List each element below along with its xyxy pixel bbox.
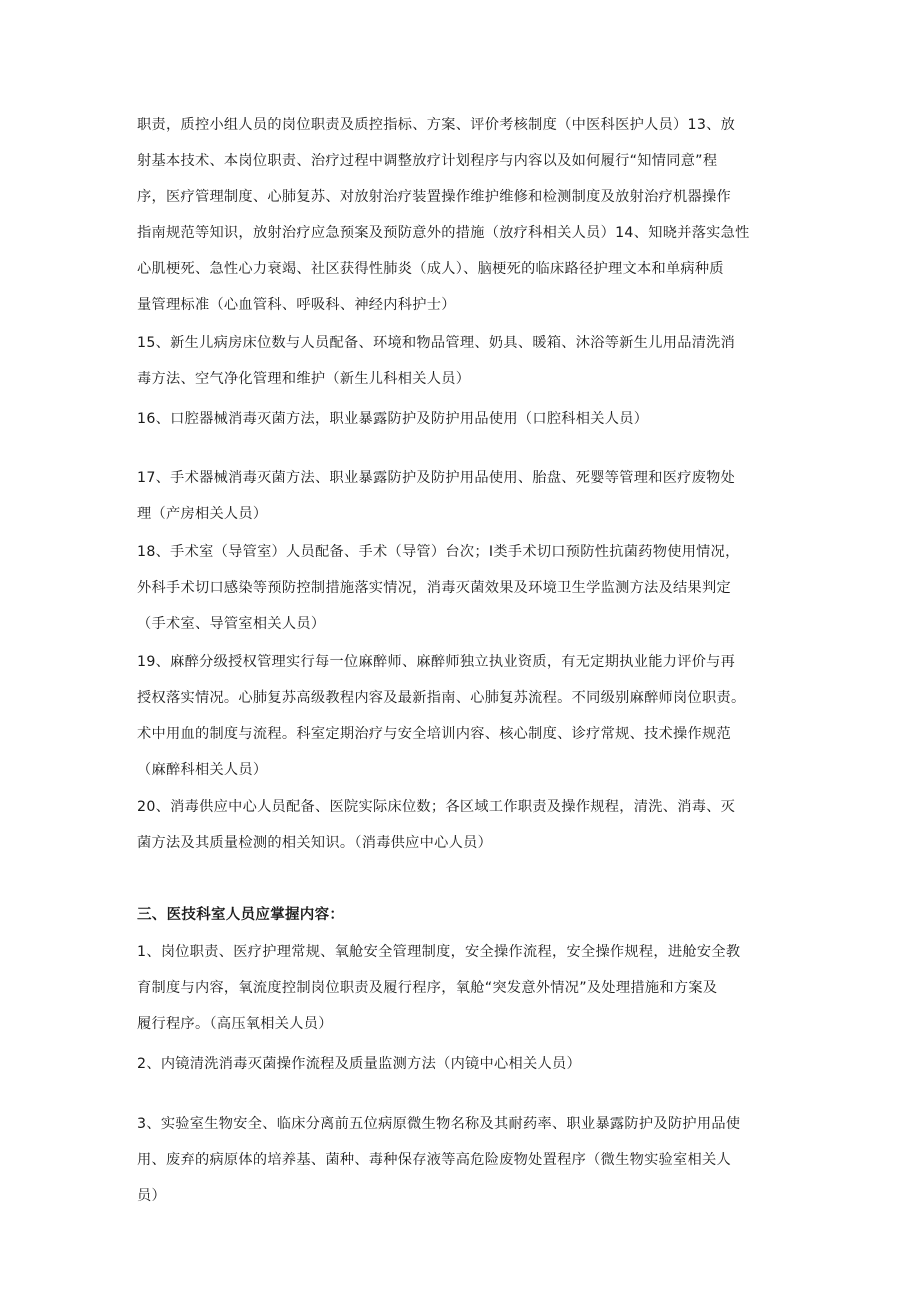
text-line: 理（产房相关人员）	[137, 506, 268, 522]
text-line: 16、口腔器械消毒灭菌方法，职业暴露防护及防护用品使用（口腔科相关人员）	[137, 411, 649, 427]
text-line: 2、内镜清洗消毒灭菌操作流程及质量监测方法（内镜中心相关人员）	[137, 1056, 581, 1072]
text-line: 履行程序。（高压氧相关人员）	[137, 1016, 333, 1032]
text-line: （麻醉科相关人员）	[137, 762, 268, 778]
text-line: 菌方法及其质量检测的相关知识。（消毒供应中心人员）	[137, 835, 493, 851]
text-line: 授权落实情况。心肺复苏高级教程内容及最新指南、心肺复苏流程。不同级别麻醉师岗位职责。	[137, 690, 746, 706]
text-line: 17、手术器械消毒灭菌方法、职业暴露防护及防护用品使用、胎盘、死婴等管理和医疗废物处	[137, 470, 736, 486]
text-line: 心肌梗死、急性心力衰竭、社区获得性肺炎（成人）、脑梗死的临床路径护理文本和单病种质	[137, 261, 724, 277]
text-line: （手术室、导管室相关人员）	[137, 616, 326, 632]
text-line: 20、消毒供应中心人员配备、医院实际床位数；各区域工作职责及操作规程，清洗、消毒、灭	[137, 799, 736, 815]
text-line: 射基本技术、本岗位职责、治疗过程中调整放疗计划程序与内容以及如何履行“知情同意”程	[137, 153, 718, 169]
text-line: 员）	[137, 1188, 166, 1204]
text-line: 术中用血的制度与流程。科室定期治疗与安全培训内容、核心制度、诊疗常规、技术操作规范	[137, 726, 731, 742]
text-line: 毒方法、空气净化管理和维护（新生儿科相关人员）	[137, 371, 471, 387]
text-line: 量管理标准（心血管科、呼吸科、神经内科护士）	[137, 297, 456, 313]
text-line: 用、废弃的病原体的培养基、菌种、毒种保存液等高危险废物处置程序（微生物实验室相关人	[137, 1152, 731, 1168]
section-heading: 三、医技科室人员应掌握内容：	[137, 907, 345, 923]
text-line: 3、实验室生物安全、临床分离前五位病原微生物名称及其耐药率、职业暴露防护及防护用品使	[137, 1116, 741, 1132]
text-line: 指南规范等知识，放射治疗应急预案及预防意外的措施（放疗科相关人员）14、知晓并落实急性	[137, 225, 750, 241]
text-line: 职责，质控小组人员的岗位职责及质控指标、方案、评价考核制度（中医科医护人员）13、放	[137, 117, 736, 133]
text-line: 19、麻醉分级授权管理实行每一位麻醉师、麻醉师独立执业资质，有无定期执业能力评价与再	[137, 654, 736, 670]
text-line: 序，医疗管理制度、心肺复苏、对放射治疗装置操作维护维修和检测制度及放射治疗机器操作	[137, 189, 731, 205]
text-line: 育制度与内容，氧流度控制岗位职责及履行程序，氧舱“突发意外情况”及处理措施和方案及	[137, 980, 718, 996]
text-line: 18、手术室（导管室）人员配备、手术（导管）台次；I类手术切口预防性抗菌药物使用情况，	[137, 544, 740, 560]
text-line: 1、岗位职责、医疗护理常规、氧舱安全管理制度，安全操作流程，安全操作规程，进舱安全教	[137, 944, 741, 960]
text-line: 外科手术切口感染等预防控制措施落实情况，消毒灭菌效果及环境卫生学监测方法及结果判定	[137, 580, 731, 596]
text-line: 15、新生儿病房床位数与人员配备、环境和物品管理、奶具、暖箱、沐浴等新生儿用品清洗消	[137, 335, 736, 351]
